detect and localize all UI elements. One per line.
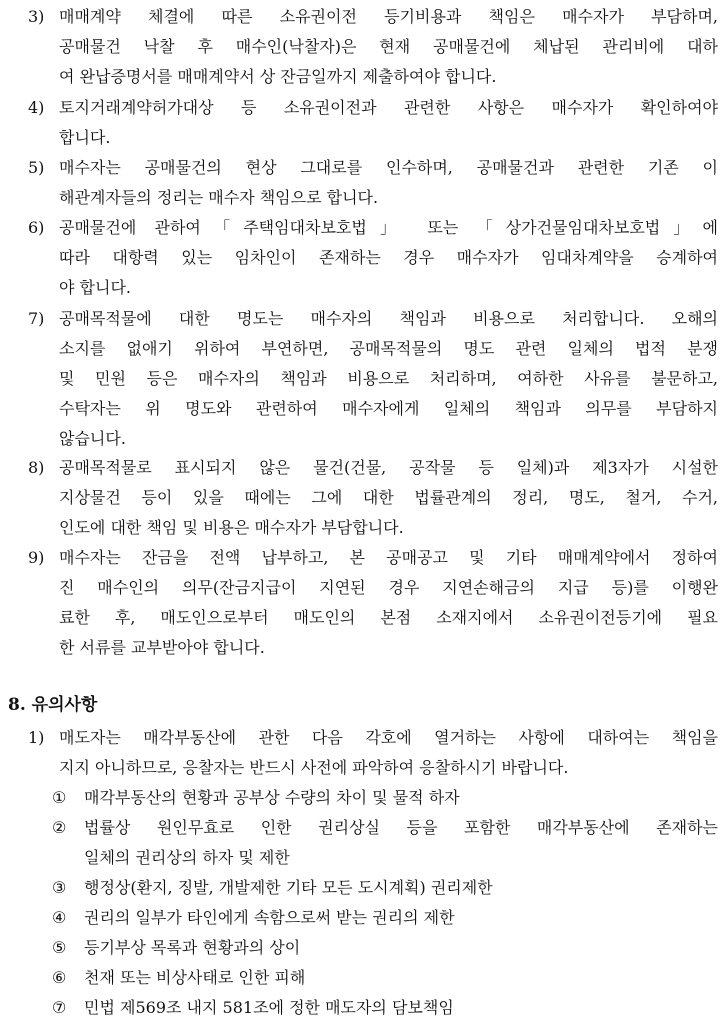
clause-line: 따라 대항력 있는 임차인이 존재하는 경우 매수자가 임대차계약을 승계하여 [59, 248, 718, 267]
subitem-body [84, 993, 718, 1023]
clause-line: 매수자는 잔금을 전액 납부하고, 본 공매공고 및 기타 매매계약에서 정하여 [59, 548, 718, 567]
clause-line: 야 합니다. [59, 278, 131, 297]
clause-number: 5) [28, 158, 45, 177]
clause-body [59, 2, 718, 92]
clause-line: 여 완납증명서를 매매계약서 상 잔금일까지 제출하여야 합니다. [59, 67, 497, 86]
subitem-line: 매각부동산의 현황과 공부상 수량의 차이 및 물적 하자 [84, 788, 460, 807]
section-title: 8. 유의사항 [8, 695, 98, 715]
clause-line: 지지 아니하므로, 응찰자는 반드시 사전에 파악하여 응찰하시기 바랍니다. [59, 758, 569, 777]
subitem-body [84, 813, 718, 873]
clause-line: 매도자는 매각부동산에 관한 다음 각호에 열거하는 사항에 대하여는 책임을 [59, 728, 718, 747]
subitem-number: ④ [52, 908, 67, 927]
subitem-line: 권리의 일부가 타인에게 속함으로써 받는 권리의 제한 [84, 908, 455, 927]
subitem-body [84, 783, 718, 813]
clause-body [59, 543, 718, 663]
clause-line: 소지를 없애기 위하여 부연하면, 공매목적물의 명도 관련 일체의 법적 분쟁 [59, 339, 718, 358]
clause-number: 7) [28, 309, 45, 328]
clause-number: 3) [28, 7, 45, 26]
clause-line: 수탁자는 위 명도와 관련하여 매수자에게 일체의 책임과 의무를 부담하지 [59, 399, 718, 418]
clause-line: 공매물건 낙찰 후 매수인(낙찰자)은 현재 공매물건에 체납된 관리비에 대하 [59, 37, 718, 56]
clause-line: 한 서류를 교부받아야 합니다. [59, 638, 265, 657]
subitem-line: 일체의 권리상의 하자 및 제한 [84, 848, 290, 867]
clause-line: 진 매수인의 의무(잔금지급이 지연된 경우 지연손해금의 지급 등)를 이행완 [59, 578, 718, 597]
subitem-number: ① [52, 788, 67, 807]
clause-line: 않습니다. [59, 429, 126, 448]
subitem-body [84, 933, 718, 963]
clause-body [59, 453, 718, 543]
clause-number: 6) [28, 218, 45, 237]
clause-number: 8) [28, 458, 45, 477]
clause-line: 및 민원 등은 매수자의 책임과 비용으로 처리하며, 여하한 사유를 불문하고, [59, 369, 718, 388]
clause-line: 공매목적물에 대한 명도는 매수자의 책임과 비용으로 처리합니다. 오해의 [59, 309, 718, 328]
clause-line: 공매물건에 관하여「주택임대차보호법」 또는 「상가건물임대차보호법」에 [59, 218, 718, 237]
subitem-line: 등기부상 목록과 현황과의 상이 [84, 938, 301, 957]
clause-line: 인도에 대한 책임 및 비용은 매수자가 부담합니다. [59, 518, 404, 537]
clause-body [59, 93, 718, 153]
subitem-line: 민법 제569조 내지 581조에 정한 매도자의 담보책임 [84, 998, 454, 1017]
clause-body [59, 304, 718, 454]
clause-line: 료한 후, 매도인으로부터 매도인의 본점 소재지에서 소유권이전등기에 필요 [59, 608, 718, 627]
clause-line: 토지거래계약허가대상 등 소유권이전과 관련한 사항은 매수자가 확인하여야 [59, 98, 718, 117]
clause-line: 해관계자들의 정리는 매수자 책임으로 합니다. [59, 188, 379, 207]
subitem-line: 행정상(환지, 징발, 개발제한 기타 모든 도시계획) 권리제한 [84, 878, 493, 897]
clause-body [59, 153, 718, 213]
subitem-number: ② [52, 818, 67, 837]
clause-line: 공매목적물로 표시되지 않은 물건(건물, 공작물 등 일체)과 제3자가 시설한 [59, 458, 718, 477]
subitem-number: ⑦ [52, 998, 67, 1017]
clause-line: 합니다. [59, 128, 111, 147]
subitem-line: 법률상 원인무효로 인한 권리상실 등을 포함한 매각부동산에 존재하는 [84, 818, 718, 837]
subitem-number: ③ [52, 878, 67, 897]
clause-line: 매수자는 공매물건의 현상 그대로를 인수하며, 공매물건과 관련한 기존 이 [59, 158, 718, 177]
clause-line: 지상물건 등이 있을 때에는 그에 대한 법률관계의 정리, 명도, 철거, 수거, [59, 488, 718, 507]
subitem-body [84, 963, 718, 993]
clause-number: 1) [28, 728, 45, 747]
clause-line: 매매계약 체결에 따른 소유권이전 등기비용과 책임은 매수자가 부담하며, [59, 7, 718, 26]
subitem-body [84, 903, 718, 933]
subitem-number: ⑥ [52, 968, 67, 987]
subitem-body [84, 873, 718, 903]
clause-number: 9) [28, 548, 45, 567]
clause-body [59, 213, 718, 303]
subitem-line: 천재 또는 비상사태로 인한 피해 [84, 968, 306, 987]
clause-body [59, 723, 718, 783]
clause-number: 4) [28, 98, 45, 117]
subitem-number: ⑤ [52, 938, 67, 957]
